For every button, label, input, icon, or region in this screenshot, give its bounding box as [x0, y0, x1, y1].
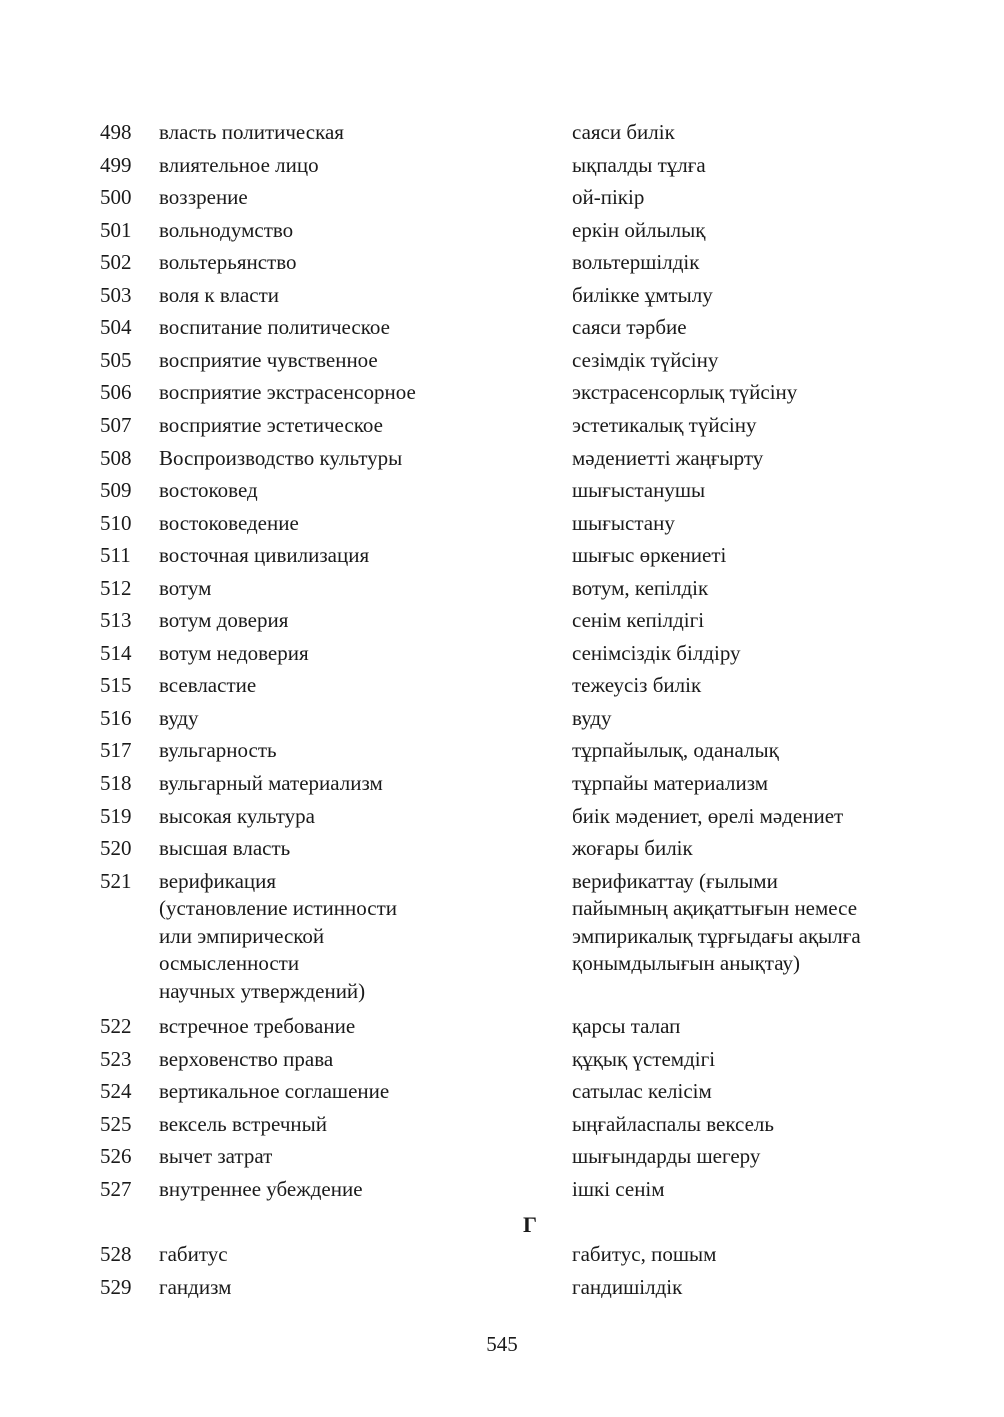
- entry-number: 528: [100, 1242, 132, 1266]
- page-number: 545: [486, 1332, 518, 1356]
- entry-russian-term: восприятие эстетическое: [159, 412, 383, 437]
- entry-russian-term: высокая культура: [159, 803, 315, 828]
- entry-number: 519: [100, 803, 132, 828]
- entry-russian-term: вычет затрат: [159, 1144, 273, 1169]
- entry-number: 498: [100, 120, 132, 144]
- entry-kazakh-term: саяси билік: [572, 120, 675, 144]
- entry-kazakh-term: жоғары билік: [572, 836, 693, 861]
- entry-number: 501: [100, 217, 132, 242]
- entry-russian-term: вотум: [159, 575, 212, 600]
- entry-number: 502: [100, 250, 132, 275]
- entry-number: 522: [100, 1014, 132, 1038]
- entry-kazakh-term: экстрасенсорлық түйсіну: [572, 380, 798, 405]
- entry-number: 512: [100, 575, 132, 600]
- entry-kazakh-term: тұрпайы материализм: [572, 771, 769, 795]
- entry-russian-term: высшая власть: [159, 836, 291, 861]
- entry-number: 513: [100, 608, 132, 633]
- entry-kazakh-term: габитус, пошым: [572, 1242, 717, 1266]
- section-letter-heading: Г: [523, 1212, 537, 1237]
- entry-kazakh-term: мәдениетті жаңғырту: [572, 445, 764, 470]
- entry-number: 515: [100, 673, 132, 698]
- entry-kazakh-term: вотум, кепілдік: [572, 575, 709, 600]
- entry-kazakh-term: саяси тәрбие: [572, 315, 687, 340]
- entry-russian-term: влиятельное лицо: [159, 152, 319, 177]
- entry-number: 520: [100, 836, 132, 861]
- entry-russian-term: воля к власти: [159, 282, 280, 307]
- entry-number: 524: [100, 1079, 132, 1104]
- entry-kazakh-term: шығыстану: [572, 510, 675, 535]
- russian-term-line: верификация: [159, 868, 277, 893]
- kazakh-term-line: пайымның ақиқаттығын немесе: [572, 896, 858, 921]
- entry-number: 525: [100, 1111, 132, 1136]
- entry-kazakh-term: сезімдік түйсіну: [572, 347, 719, 372]
- entry-russian-term: вотум доверия: [159, 608, 289, 633]
- entry-russian-term: власть политическая: [159, 120, 344, 144]
- entry-russian-term: востоковед: [159, 478, 258, 503]
- entry-kazakh-term: шығыстанушы: [572, 478, 706, 503]
- entry-russian-term: вексель встречный: [159, 1111, 327, 1136]
- entry-kazakh-term: құқық үстемдігі: [572, 1046, 716, 1071]
- entry-russian-term: воспитание политическое: [159, 315, 390, 340]
- entry-russian-term: гандизм: [159, 1274, 232, 1299]
- entry-kazakh-term: қарсы талап: [572, 1014, 681, 1038]
- entry-russian-term: [159, 868, 554, 1006]
- entry-russian-term: восточная цивилизация: [159, 543, 370, 568]
- russian-term-line: или эмпирической: [159, 923, 325, 948]
- russian-term-line: научных утверждений): [159, 978, 366, 1003]
- entry-kazakh-term: вольтершілдік: [572, 250, 700, 275]
- entry-kazakh-term: тұрпайылық, оданалық: [572, 738, 779, 763]
- entry-kazakh-term: эстетикалық түйсіну: [572, 412, 757, 437]
- entry-kazakh-term: ішкі сенім: [572, 1176, 665, 1201]
- entry-russian-term: внутреннее убеждение: [159, 1176, 363, 1201]
- entry-russian-term: всевластие: [159, 673, 257, 698]
- entry-russian-term: вульгарность: [159, 738, 277, 763]
- entry-number: 509: [100, 478, 132, 503]
- entry-kazakh-term: тежеусіз билік: [572, 673, 702, 698]
- entry-number: 516: [100, 705, 132, 730]
- entry-kazakh-term: [572, 868, 982, 978]
- entry-kazakh-term: ыңғайласпалы вексель: [572, 1111, 774, 1136]
- entry-kazakh-term: гандишілдік: [572, 1274, 683, 1299]
- kazakh-term-line: қонымдылығын анықтау): [572, 951, 800, 976]
- entry-number: 517: [100, 738, 132, 763]
- entry-kazakh-term: сенімсіздік білдіру: [572, 640, 741, 665]
- entry-number: 514: [100, 640, 132, 665]
- entry-russian-term: габитус: [159, 1242, 228, 1266]
- entry-russian-term: вотум недоверия: [159, 640, 309, 665]
- entry-russian-term: воззрение: [159, 185, 248, 210]
- entry-kazakh-term: биік мәдениет, өрелі мәдениет: [572, 803, 844, 828]
- entry-kazakh-term: еркін ойлылық: [572, 217, 706, 242]
- kazakh-term-line: верификаттау (ғылыми: [572, 868, 778, 893]
- entry-number: 521: [100, 868, 132, 893]
- entry-number: 507: [100, 412, 132, 437]
- entry-russian-term: Воспроизводство культуры: [159, 445, 403, 470]
- entry-number: 503: [100, 282, 132, 307]
- entry-kazakh-term: сенім кепілдігі: [572, 608, 705, 633]
- entry-number: 500: [100, 185, 132, 210]
- entry-kazakh-term: вуду: [572, 705, 612, 730]
- entry-russian-term: восприятие чувственное: [159, 347, 378, 372]
- entry-number: 506: [100, 380, 132, 405]
- entry-russian-term: встречное требование: [159, 1014, 356, 1038]
- entry-number: 505: [100, 347, 132, 372]
- entry-russian-term: восприятие экстрасенсорное: [159, 380, 416, 405]
- kazakh-term-line: эмпирикалық тұрғыдағы ақылға: [572, 923, 861, 948]
- entry-russian-term: вольнодумство: [159, 217, 294, 242]
- entry-number: 523: [100, 1046, 132, 1071]
- entry-number: 504: [100, 315, 132, 340]
- entry-russian-term: вульгарный материализм: [159, 771, 383, 795]
- entry-number: 511: [100, 543, 131, 568]
- entry-kazakh-term: ой-пікір: [572, 185, 645, 210]
- entry-number: 499: [100, 152, 132, 177]
- entry-kazakh-term: шығыс өркениеті: [572, 543, 727, 568]
- entry-russian-term: вуду: [159, 705, 199, 730]
- entry-number: 518: [100, 771, 132, 795]
- russian-term-line: осмысленности: [159, 951, 300, 976]
- entry-kazakh-term: билікке ұмтылу: [572, 282, 713, 307]
- entry-kazakh-term: ықпалды тұлға: [572, 152, 706, 177]
- entry-russian-term: верховенство права: [159, 1046, 334, 1071]
- entry-russian-term: востоковедение: [159, 510, 299, 535]
- entry-number: 529: [100, 1274, 132, 1299]
- entry-russian-term: вертикальное соглашение: [159, 1079, 390, 1104]
- entry-number: 527: [100, 1176, 132, 1201]
- entry-number: 526: [100, 1144, 132, 1169]
- entry-kazakh-term: шығындарды шегеру: [572, 1144, 761, 1169]
- russian-term-line: (установление истинности: [159, 896, 398, 921]
- entry-number: 508: [100, 445, 132, 470]
- entry-russian-term: вольтерьянство: [159, 250, 297, 275]
- entry-number: 510: [100, 510, 132, 535]
- entry-kazakh-term: сатылас келісім: [572, 1079, 712, 1104]
